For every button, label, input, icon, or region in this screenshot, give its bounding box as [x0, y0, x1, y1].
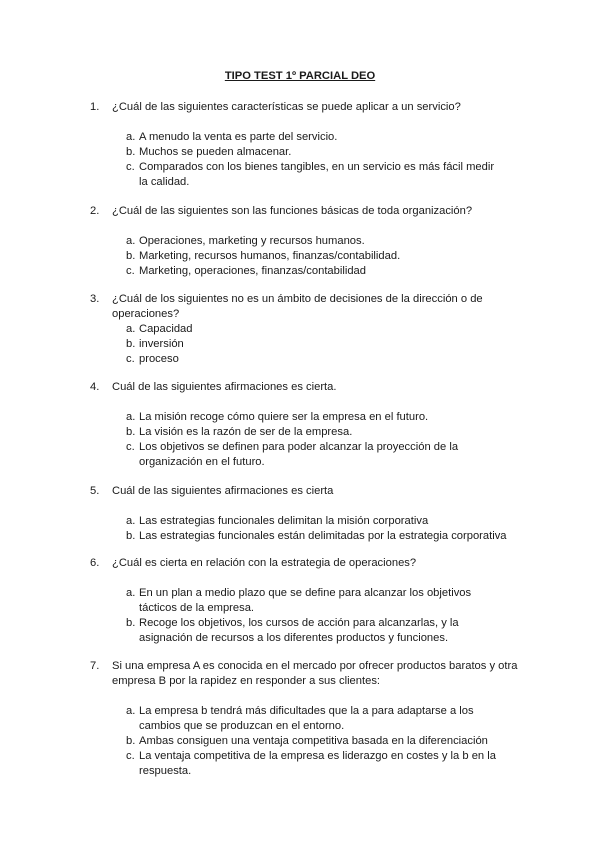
question-text: ¿Cuál de los siguientes no es un ámbito de decisiones de la dirección o de operaciones? — [112, 293, 483, 320]
option-text: Las estrategias funcionales están delimitadas por la estrategia corporativa — [139, 530, 507, 542]
option-text: Capacidad — [139, 323, 193, 335]
option-letter: c. — [126, 265, 135, 277]
option-letter: c. — [126, 353, 135, 365]
option-list — [93, 410, 523, 470]
question-5 — [90, 484, 523, 544]
option-letter: a. — [126, 323, 136, 335]
question-text: Si una empresa A es conocida en el mercado por ofrecer productos baratos y otra empresa B por la rapidez en responder a sus clientes: — [112, 660, 518, 687]
question-number: 4. — [90, 381, 100, 393]
option-text: La misión recoge cómo quiere ser la empresa en el futuro. — [139, 411, 429, 423]
option-text: inversión — [139, 338, 184, 350]
option-letter: a. — [126, 587, 136, 599]
option-item — [93, 337, 499, 352]
option-letter: b. — [126, 735, 136, 747]
option-text: Los objetivos se definen para poder alcanzar la proyección de la organización en el futuro. — [139, 441, 459, 468]
option-text: La visión es la razón de ser de la empresa. — [139, 426, 353, 438]
option-item — [93, 410, 499, 425]
option-text: proceso — [139, 353, 179, 365]
option-list — [93, 704, 523, 779]
option-item — [93, 160, 499, 190]
question-text: ¿Cuál es cierta en relación con la estrategia de operaciones? — [112, 557, 417, 569]
option-item — [93, 264, 499, 279]
option-list — [93, 514, 523, 544]
option-text: A menudo la venta es parte del servicio. — [139, 131, 338, 143]
option-text: Operaciones, marketing y recursos humanos. — [139, 235, 365, 247]
option-item — [93, 130, 499, 145]
option-text: La ventaja competitiva de la empresa es liderazgo en costes y la b en la respuesta. — [139, 750, 496, 777]
question-1 — [90, 100, 523, 190]
option-item — [93, 586, 499, 616]
question-number: 5. — [90, 485, 100, 497]
option-text: Las estrategias funcionales delimitan la misión corporativa — [139, 515, 429, 527]
option-item — [93, 249, 499, 264]
question-7 — [90, 659, 523, 779]
question-3 — [90, 292, 523, 367]
question-2 — [90, 204, 523, 279]
option-text: Muchos se pueden almacenar. — [139, 146, 292, 158]
option-letter: a. — [126, 131, 136, 143]
question-6 — [90, 556, 523, 646]
question-text: Cuál de las siguientes afirmaciones es cierta. — [112, 381, 337, 393]
option-text: Marketing, recursos humanos, finanzas/contabilidad. — [139, 250, 401, 262]
page-title: TIPO TEST 1º PARCIAL DEO — [224, 70, 376, 82]
option-text: En un plan a medio plazo que se define para alcanzar los objetivos tácticos de la empresa. — [139, 587, 472, 614]
option-letter: c. — [126, 750, 135, 762]
option-text: Marketing, operaciones, finanzas/contabilidad — [139, 265, 366, 277]
question-text: Cuál de las siguientes afirmaciones es cierta — [112, 485, 334, 497]
option-letter: b. — [126, 426, 136, 438]
option-item — [93, 734, 499, 749]
option-item — [93, 145, 499, 160]
option-letter: a. — [126, 705, 136, 717]
question-number: 2. — [90, 205, 100, 217]
option-item — [93, 440, 499, 470]
option-item — [93, 616, 499, 646]
option-text: Recoge los objetivos, los cursos de acción para alcanzarlas, y la asignación de recursos a los diferentes productos y funciones. — [139, 617, 459, 644]
question-number: 7. — [90, 660, 100, 672]
question-number: 3. — [90, 293, 100, 305]
question-4 — [90, 380, 523, 470]
question-text: ¿Cuál de las siguientes características se puede aplicar a un servicio? — [112, 101, 461, 113]
question-number: 6. — [90, 557, 100, 569]
option-letter: a. — [126, 411, 136, 423]
option-item — [93, 514, 539, 529]
option-list — [93, 586, 523, 646]
option-letter: b. — [126, 617, 136, 629]
option-list — [93, 322, 523, 367]
option-item — [93, 322, 499, 337]
option-text: Comparados con los bienes tangibles, en un servicio es más fácil medir la calidad. — [139, 161, 495, 188]
option-letter: c. — [126, 161, 135, 173]
option-letter: c. — [126, 441, 135, 453]
option-text: Ambas consiguen una ventaja competitiva basada en la diferenciación — [139, 735, 488, 747]
option-item — [93, 425, 499, 440]
option-letter: a. — [126, 235, 136, 247]
option-item — [93, 749, 499, 779]
option-item — [93, 529, 539, 544]
option-letter: b. — [126, 338, 136, 350]
option-item — [93, 352, 499, 367]
option-letter: b. — [126, 146, 136, 158]
option-text: La empresa b tendrá más dificultades que la a para adaptarse a los cambios que se produzcan en el entorno. — [139, 705, 474, 732]
option-item — [93, 704, 499, 734]
option-list — [93, 234, 523, 279]
question-text: ¿Cuál de las siguientes son las funciones básicas de toda organización? — [112, 205, 473, 217]
option-letter: b. — [126, 250, 136, 262]
option-list — [93, 130, 523, 190]
option-letter: a. — [126, 515, 136, 527]
question-number: 1. — [90, 101, 100, 113]
option-item — [93, 234, 499, 249]
option-letter: b. — [126, 530, 136, 542]
